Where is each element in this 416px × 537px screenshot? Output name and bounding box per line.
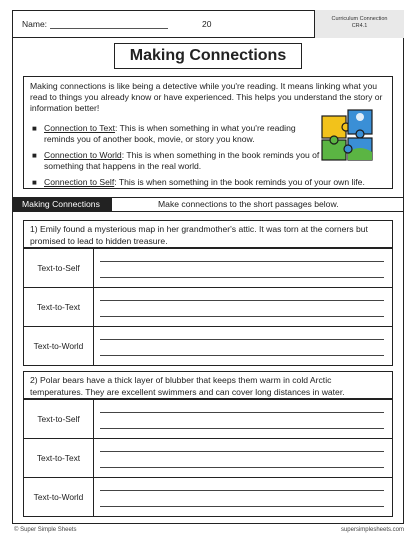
curriculum-code: CR4.1	[351, 22, 368, 29]
response-row	[24, 248, 392, 287]
instruction-bar	[12, 197, 404, 212]
row-label: Text-to-Text	[24, 439, 94, 477]
row-label: Text-to-Text	[24, 288, 94, 326]
writing-line[interactable]	[100, 451, 384, 452]
response-row	[24, 399, 392, 438]
writing-line[interactable]	[100, 490, 384, 491]
bullet-icon: ■	[32, 178, 37, 188]
writing-line[interactable]	[100, 506, 384, 507]
row-label: Text-to-Self	[24, 249, 94, 287]
passage-box	[23, 220, 393, 366]
passage-text: 2) Polar bears have a thick layer of blubber that keeps them warm in cold Arctic temperatures. They are excellent swimmers and can cover long distances in water.	[24, 372, 392, 399]
bullet-icon: ■	[32, 123, 37, 133]
row-label: Text-to-Self	[24, 400, 94, 438]
row-label: Text-to-World	[24, 327, 94, 365]
writing-line[interactable]	[100, 355, 384, 356]
intro-text: Making connections is like being a detective while you're reading. It means linking what you read to things you already know or have experienced. This helps you understand the story or information better!	[30, 81, 383, 114]
instruction-label: Making Connections	[12, 198, 112, 211]
definition-description: : This is when something in what you're reading reminds you of another book, movie, or story you know.	[44, 122, 296, 144]
response-row	[24, 287, 392, 326]
response-row	[24, 438, 392, 477]
name-label: Name:	[22, 19, 48, 29]
definition-description: : This is when something in the book reminds you of something that happens in the real world.	[44, 150, 320, 172]
curriculum-connection-box	[314, 10, 404, 38]
writing-line[interactable]	[100, 261, 384, 262]
page-title: Making Connections	[114, 43, 302, 69]
definition-term: Connection to Self	[44, 177, 115, 188]
writing-line[interactable]	[100, 339, 384, 340]
curriculum-title: Curriculum Connection	[331, 16, 388, 22]
response-row	[24, 326, 392, 365]
footer-copyright: © Super Simple Sheets	[14, 527, 77, 533]
writing-line[interactable]	[100, 467, 384, 468]
writing-line[interactable]	[100, 300, 384, 301]
definition-description: : This is when something in the book reminds you of your own life.	[114, 177, 365, 188]
passage-box	[23, 371, 393, 517]
page-number: 20	[202, 19, 212, 29]
definition-item	[30, 123, 320, 145]
definition-item	[30, 177, 388, 188]
bullet-icon: ■	[32, 151, 37, 161]
writing-line[interactable]	[100, 428, 384, 429]
puzzle-pieces-icon	[320, 108, 376, 162]
footer-website: supersimplesheets.com	[340, 527, 404, 533]
worksheet-header	[12, 10, 404, 38]
writing-line[interactable]	[100, 316, 384, 317]
name-field-line[interactable]	[50, 28, 168, 29]
definition-term: Connection to World	[44, 150, 122, 161]
row-label: Text-to-World	[24, 478, 94, 516]
writing-line[interactable]	[100, 277, 384, 278]
instruction-text: Make connections to the short passages below.	[158, 199, 339, 209]
passage-text: 1) Emily found a mysterious map in her grandmother's attic. It was torn at the corners but promised to lead to hidden treasure.	[24, 221, 392, 248]
response-row	[24, 477, 392, 516]
writing-line[interactable]	[100, 412, 384, 413]
definitions-list	[30, 122, 365, 189]
definition-term: Connection to Text	[44, 122, 116, 133]
definition-item	[30, 150, 320, 172]
